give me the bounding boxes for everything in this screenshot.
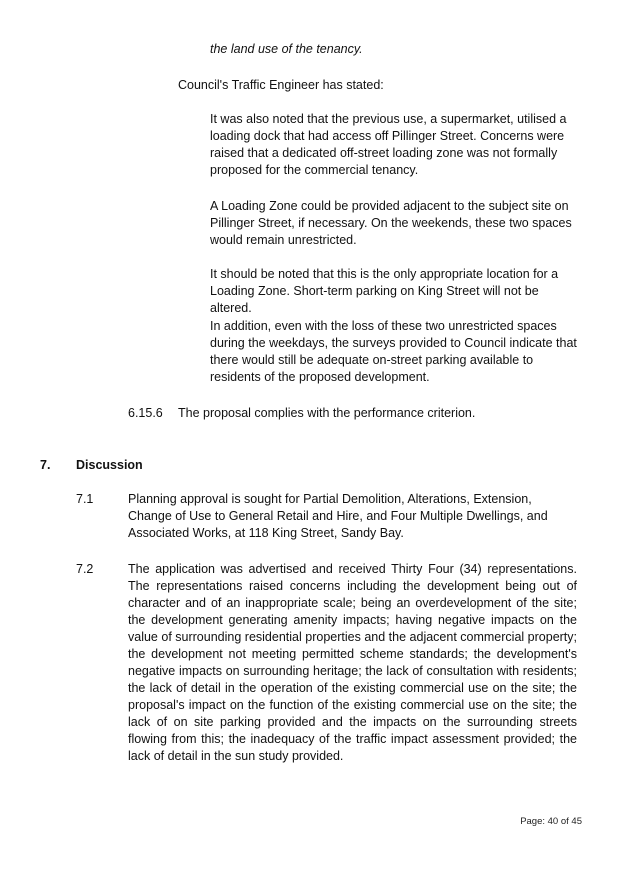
engineer-quote-paragraph: It was also noted that the previous use, a supermarket, utilised a loading dock that had access off Pillinger Street. Concerns were raised that a dedicated off-street loading zone was not formally proposed for the commercial tenancy. <box>210 112 567 177</box>
section-heading: Discussion <box>76 458 143 472</box>
page-number-footer: Page: 40 of 45 <box>520 816 582 827</box>
quoted-text-continuation: the land use of the tenancy. <box>210 42 363 56</box>
paragraph-text: Planning approval is sought for Partial Demolition, Alterations, Extension, Change of Use to General Retail and Hire, and Four Multiple Dwellings, and Associated Works, at 118 King Street, Sandy Bay. <box>128 492 548 540</box>
engineer-quote-paragraph: In addition, even with the loss of these two unrestricted spaces during the weekdays, the surveys provided to Council indicate that there would still be adequate on-street parking available to residents of the proposed development. <box>210 319 577 384</box>
paragraph-text: The application was advertised and received Thirty Four (34) representations. The representations raised concerns including the development being out of character and of an inappropriate scale; being an overdevelopment of the site; the development generating amenity impacts; having negative impacts on the value of surrounding residential properties and the adjacent commercial property; the development not meeting permitted scheme standards; the development's negative impacts on surrounding heritage; the lack of consultation with residents; the lack of detail in the operation of the existing commercial use on the site; the proposal's impact on the function of the existing commercial use on the site; the lack of on site parking provided and the impacts on the surrounding streets flowing from this; the inadequacy of the traffic impact assessment provided; the lack of detail in the sun study provided. <box>128 562 577 763</box>
traffic-engineer-intro: Council's Traffic Engineer has stated: <box>178 78 384 92</box>
clause-text: The proposal complies with the performance criterion. <box>178 406 476 420</box>
engineer-quote-paragraph: A Loading Zone could be provided adjacent to the subject site on Pillinger Street, if necessary. On the weekends, these two spaces would remain unrestricted. <box>210 199 572 247</box>
engineer-quote-paragraph: It should be noted that this is the only appropriate location for a Loading Zone. Short-term parking on King Street will not be altered. <box>210 267 559 315</box>
section-number: 7. <box>40 458 51 472</box>
clause-number: 6.15.6 <box>128 406 163 420</box>
paragraph-number: 7.2 <box>76 562 94 576</box>
paragraph-number: 7.1 <box>76 492 94 506</box>
